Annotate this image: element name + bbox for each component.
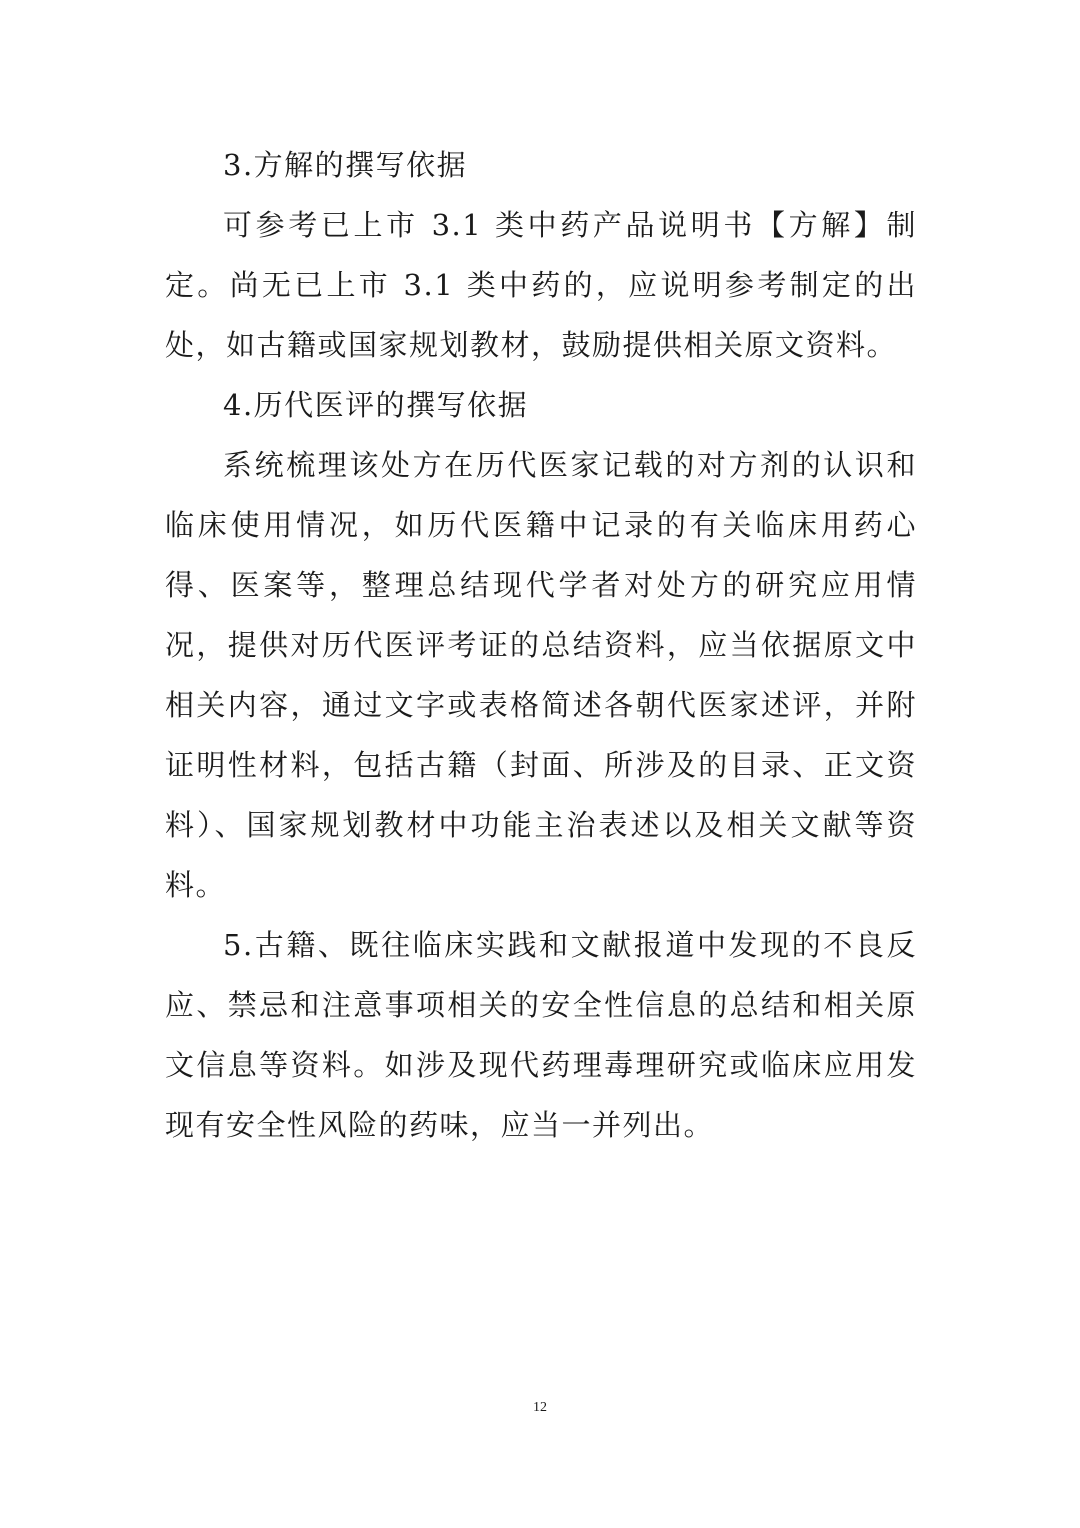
section-body-3: 可参考已上市 3.1 类中药产品说明书【方解】制定。尚无已上市 3.1 类中药的，应说明参考制定的出处，如古籍或国家规划教材，鼓励提供相关原文资料。 bbox=[165, 208, 917, 362]
page-content bbox=[165, 135, 917, 1155]
section-heading-3: 3.方解的撰写依据 bbox=[223, 148, 468, 182]
section-paragraph-5: 5.古籍、既往临床实践和文献报道中发现的不良反应、禁忌和注意事项相关的安全性信息的总结和相关原文信息等资料。如涉及现代药理毒理研究或临床应用发现有安全性风险的药味，应当一并列出。 bbox=[165, 928, 917, 1142]
section-heading-4: 4.历代医评的撰写依据 bbox=[223, 388, 529, 422]
section-body-4: 系统梳理该处方在历代医家记载的对方剂的认识和临床使用情况，如历代医籍中记录的有关临床用药心得、医案等，整理总结现代学者对处方的研究应用情况，提供对历代医评考证的总结资料，应当依据原文中相关内容，通过文字或表格简述各朝代医家述评，并附证明性材料，包括古籍（封面、所涉及的目录、正文资料）、国家规划教材中功能主治表述以及相关文献等资料。 bbox=[165, 448, 917, 902]
page-number: 12 bbox=[533, 1400, 547, 1415]
